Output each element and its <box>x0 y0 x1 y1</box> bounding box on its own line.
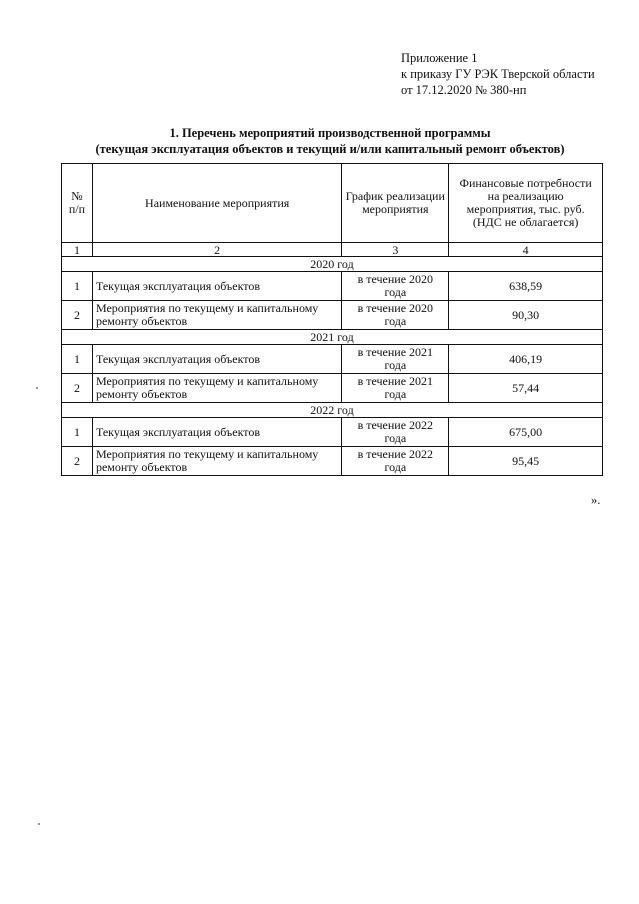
row-no: 1 <box>62 418 93 447</box>
table-header-row <box>62 164 603 243</box>
row-value: 90,30 <box>449 301 603 330</box>
table-row <box>62 418 603 447</box>
year-row-2022 <box>62 403 603 418</box>
table-row <box>62 301 603 330</box>
row-schedule: в течение 2022 года <box>342 447 449 476</box>
row-no: 2 <box>62 301 93 330</box>
row-name: Мероприятия по текущему и капитальному ремонту объектов <box>92 374 341 403</box>
row-schedule: в течение 2020 года <box>342 301 449 330</box>
header-finance: Финансовые потребности на реализацию мероприятия, тыс. руб. (НДС не облагается) <box>449 164 603 243</box>
row-no: 2 <box>62 374 93 403</box>
row-schedule: в течение 2021 года <box>342 345 449 374</box>
title-line-2: (текущая эксплуатация объектов и текущий и/или капитальный ремонт объектов) <box>95 142 565 156</box>
table-row <box>62 374 603 403</box>
table-row <box>62 272 603 301</box>
row-no: 1 <box>62 345 93 374</box>
row-schedule: в течение 2021 года <box>342 374 449 403</box>
document-title <box>60 125 600 157</box>
appendix-line-1: Приложение 1 <box>401 51 478 65</box>
row-name: Мероприятия по текущему и капитальному ремонту объектов <box>92 447 341 476</box>
scan-speck <box>36 387 38 389</box>
closing-quote-mark: ». <box>591 493 601 507</box>
header-name: Наименование мероприятия <box>92 164 341 243</box>
row-value: 675,00 <box>449 418 603 447</box>
appendix-line-2: к приказу ГУ РЭК Тверской области <box>401 67 595 81</box>
row-no: 2 <box>62 447 93 476</box>
year-row-2020 <box>62 257 603 272</box>
row-name: Мероприятия по текущему и капитальному ремонту объектов <box>92 301 341 330</box>
row-value: 57,44 <box>449 374 603 403</box>
scan-speck <box>38 823 40 825</box>
col-number: 2 <box>92 243 341 257</box>
row-schedule: в течение 2022 года <box>342 418 449 447</box>
table-row <box>62 447 603 476</box>
row-name: Текущая эксплуатация объектов <box>92 418 341 447</box>
row-name: Текущая эксплуатация объектов <box>92 345 341 374</box>
col-number: 3 <box>342 243 449 257</box>
year-row-2021 <box>62 330 603 345</box>
row-no: 1 <box>62 272 93 301</box>
row-value: 406,19 <box>449 345 603 374</box>
table-row <box>62 345 603 374</box>
appendix-reference <box>401 50 595 98</box>
col-number: 4 <box>449 243 603 257</box>
year-label: 2020 год <box>62 257 603 272</box>
col-number: 1 <box>62 243 93 257</box>
year-label: 2022 год <box>62 403 603 418</box>
row-schedule: в течение 2020 года <box>342 272 449 301</box>
title-line-1: 1. Перечень мероприятий производственной программы <box>169 126 491 140</box>
row-value: 638,59 <box>449 272 603 301</box>
measures-table <box>61 163 603 476</box>
header-schedule: График реализации мероприятия <box>342 164 449 243</box>
column-number-row <box>62 243 603 257</box>
appendix-line-3: от 17.12.2020 № 380-нп <box>401 83 527 97</box>
row-value: 95,45 <box>449 447 603 476</box>
row-name: Текущая эксплуатация объектов <box>92 272 341 301</box>
year-label: 2021 год <box>62 330 603 345</box>
header-no: № п/п <box>62 164 93 243</box>
